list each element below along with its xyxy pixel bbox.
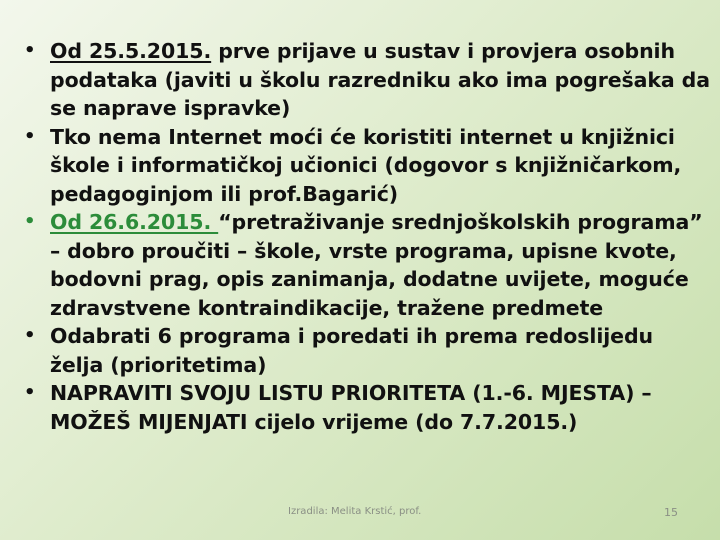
bullet-text: Odabrati 6 programa i poredati ih prema redoslijedu želja (prioritetima)	[50, 324, 654, 377]
bullet-text: Tko nema Internet moći će koristiti internet u knjižnici škole i informatičkoj učionici (dogovor s knjižničarkom, pedagoginjom ili prof.Bagarić)	[50, 124, 682, 206]
bullet-marker: •	[24, 211, 36, 232]
bullet-item	[22, 37, 712, 123]
bullet-date: Od 26.6.2015.	[50, 210, 219, 234]
bullet-marker: •	[24, 125, 36, 147]
bullet-item	[22, 322, 712, 379]
bullet-item	[22, 208, 712, 322]
bullet-text: prve prijave u sustav i provjera osobnih podataka (javiti u školu razredniku ako ima pogrešaka da se naprave ispravke)	[50, 39, 710, 120]
page-number: 15	[664, 506, 678, 519]
bullet-item	[22, 379, 712, 436]
bullet-marker: •	[24, 325, 36, 346]
bullet-marker: •	[24, 40, 36, 61]
bullet-text: NAPRAVITI SVOJU LISTU PRIORITETA (1.-6. MJESTA) – MOŽEŠ MIJENJATI cijelo vrijeme (do 7.7.2015.)	[50, 381, 652, 434]
footer-author: Izradila: Melita Krstić, prof.	[288, 506, 422, 517]
bullet-text: “pretraživanje srednjoškolskih programa” – dobro proučiti – škole, vrste programa, upisne kvote, bodovni prag, opis zanimanja, dodatne uvijete, moguće zdravstvene kontraindikacije, tražene predmete	[50, 210, 703, 320]
bullet-item	[22, 123, 712, 209]
bullet-list	[22, 37, 712, 436]
bullet-marker: •	[24, 382, 36, 403]
bullet-date: Od 25.5.2015.	[50, 39, 212, 63]
